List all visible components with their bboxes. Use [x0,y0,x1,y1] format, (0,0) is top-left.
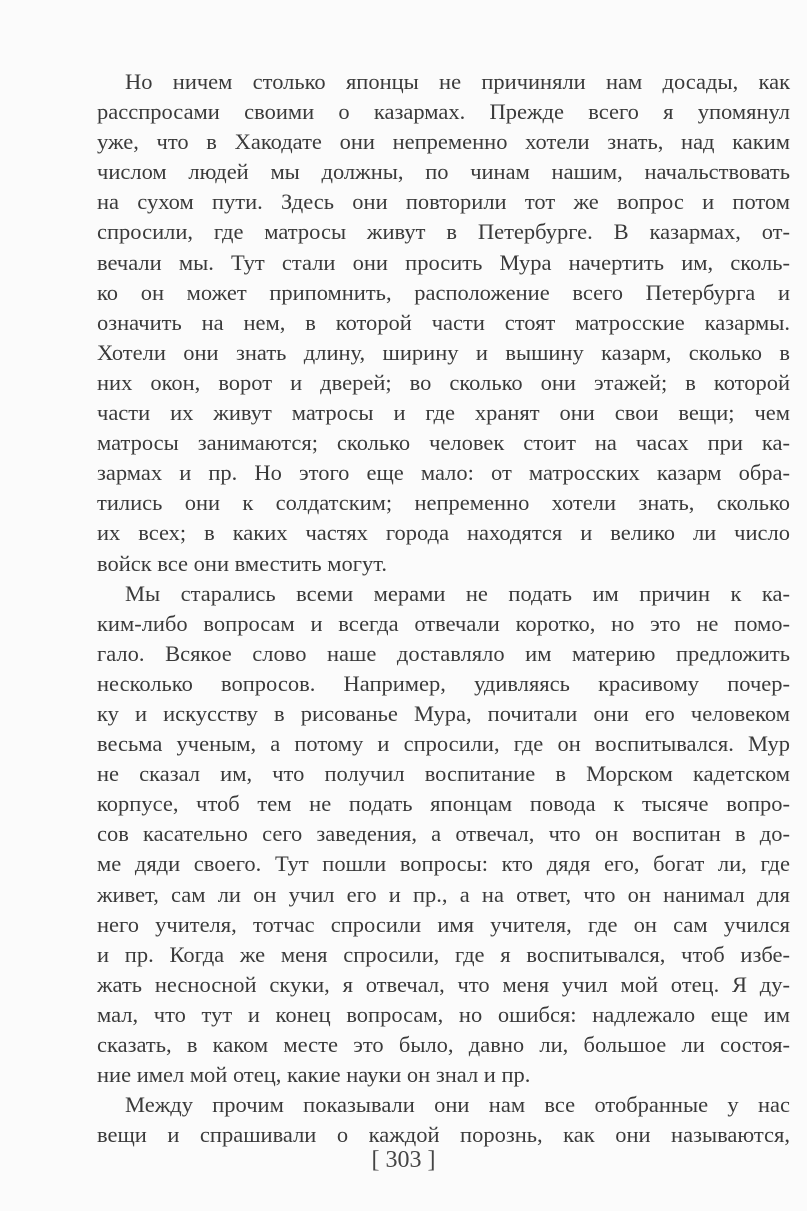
text-line: на сухом пути. Здесь они повторили тот же вопрос и потом [97,189,790,215]
book-page-text [97,67,790,1150]
text-line: уже, что в Хакодате они непременно хотели знать, над каким [97,129,790,155]
text-line: вечали мы. Тут стали они просить Мура начертить им, сколь- [97,249,790,275]
text-line: Хотели они знать длину, ширину и вышину казарм, сколько в [97,339,790,365]
text-line: сказать, в каком месте это было, давно ли, большое ли состоя- [97,1032,790,1057]
text-line: гало. Всякое слово наше доставляло им материю предложить [97,640,790,666]
text-line: вещи и спрашивали о каждой порознь, как они называются, [97,1122,790,1148]
text-line: ким-либо вопросам и всегда отвечали коротко, но это не помо- [97,610,790,636]
text-line: ко он может припомнить, расположение всего Петербурга и [97,279,790,305]
text-line: корпусе, чтоб тем не подать японцам повода к тысяче вопро- [97,791,790,817]
text-line: живет, сам ли он учил его и пр., а на ответ, что он нанимал для [97,881,790,907]
text-line: их всех; в каких частях города находятся и велико ли число [97,520,790,546]
text-line: Между прочим показывали они нам все отобранные у нас [125,1092,790,1118]
text-line: Но ничем столько японцы не причиняли нам досады, как [125,69,790,94]
text-line: сов касательно сего заведения, а отвечал, что он воспитан в до- [97,821,790,847]
text-line: несколько вопросов. Например, удивляясь красивому почер- [97,670,790,696]
text-line: него учителя, тотчас спросили имя учителя, где он сам учился [97,911,790,937]
page-number: [ 303 ] [371,1147,436,1173]
text-line: весьма ученым, а потому и спросили, где он воспитывался. Мур [97,731,790,757]
text-line: них окон, ворот и дверей; во сколько они этажей; в которой [97,369,790,395]
text-line: спросили, где матросы живут в Петербурге. В казармах, от- [97,219,790,245]
text-line: войск все они вместить могут. [97,550,387,576]
text-line: и пр. Когда же меня спросили, где я воспитывался, чтоб избе- [97,941,790,967]
text-line: мал, что тут и конец вопросам, но ошибся: надлежало еще им [97,1001,790,1027]
text-line: числом людей мы должны, по чинам нашим, начальствовать [97,159,790,185]
text-line: ме дяди своего. Тут пошли вопросы: кто дядя его, богат ли, где [97,851,790,877]
text-line: матросы занимаются; сколько человек стоит на часах при ка- [97,430,790,456]
text-line: зармах и пр. Но этого еще мало: от матросских казарм обра- [97,460,790,486]
text-line: ку и искусству в рисованье Мура, почитали они его человеком [97,700,790,726]
text-line: расспросами своими о казармах. Прежде всего я упомянул [97,99,790,125]
text-line: части их живут матросы и где хранят они свои вещи; чем [97,400,790,426]
text-line: ние имел мой отец, какие науки он знал и пр. [97,1062,531,1088]
text-line: тились они к солдатским; непременно хотели знать, сколько [97,490,790,516]
text-line: означить на нем, в которой части стоят матросские казармы. [97,309,790,335]
text-line: жать несносной скуки, я отвечал, что меня учил мой отец. Я ду- [97,971,790,997]
text-line: Мы старались всеми мерами не подать им причин к ка- [125,580,790,606]
text-line: не сказал им, что получил воспитание в Морском кадетском [97,761,790,787]
